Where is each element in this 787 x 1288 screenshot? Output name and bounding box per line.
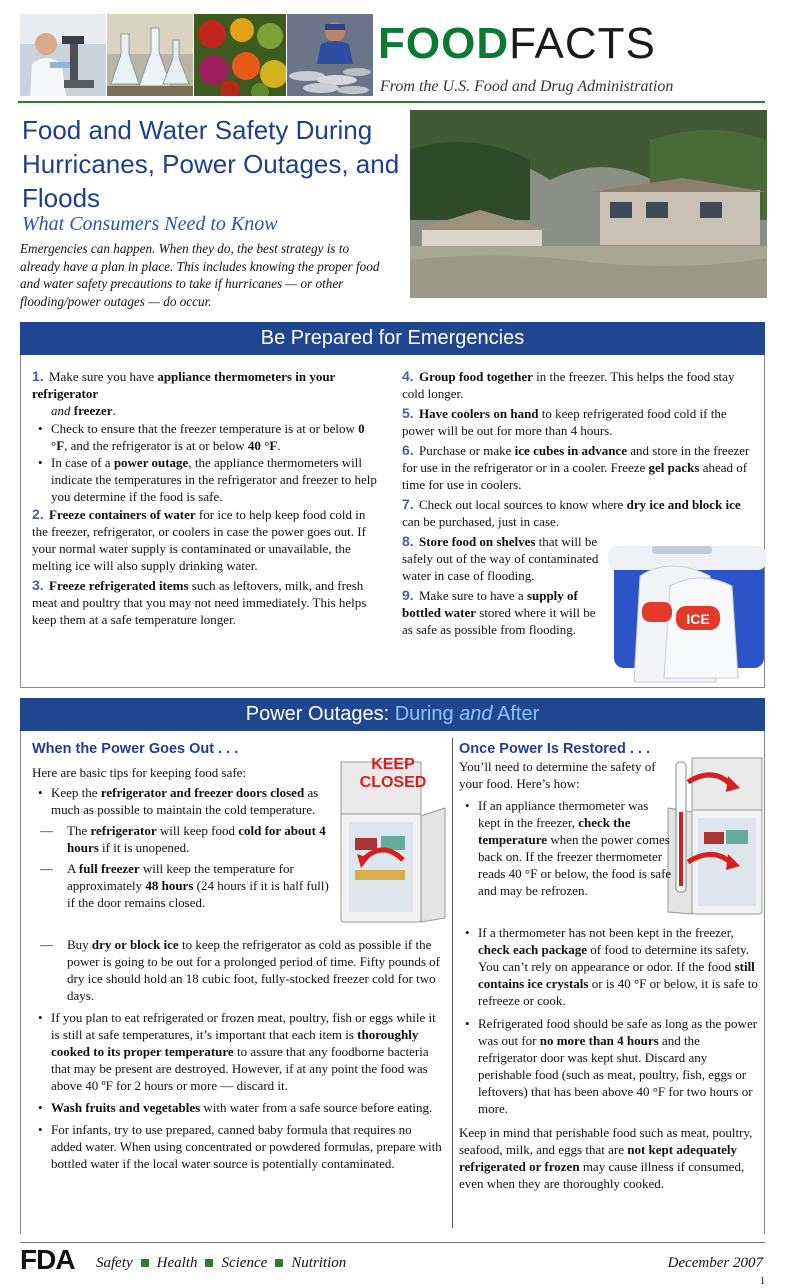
list-item: • If you plan to eat refrigerated or frozen meat, poultry, fish or eggs while it is still at safe temperatures, it’s important that each item is thoroughly cooked to its proper temperature to assure that any foodborne bacteria that may be present are destroyed. However, if at any point the food was above 40 ºF for 2 hours or more — discard it. [32,1009,444,1094]
ice-bag-label: ICE [686,611,710,627]
during-tips-a [32,784,337,911]
page-title: Food and Water Safety During Hurricanes, Power Outages, and Floods [22,115,400,213]
list-item: — Buy dry or block ice to keep the refrigerator as cold as possible if the power is going to be out for a prolonged period of time. Fifty pounds of dry ice should hold an 18 cubic foot, fully-stocked freezer cold for two days. [40,936,444,1004]
after-closing: Keep in mind that perishable food such as meat, poultry, seafood, milk, and eggs that are not kept adequately refrigerated or frozen may cause illness if consumed, even when they are thoroughly cooked. [459,1125,753,1191]
scientist-microscope-photo [20,14,106,96]
page-number: 1 [760,1276,765,1287]
column-divider [452,738,453,1228]
prep-item-6: 6. Purchase or make ice cubes in advance and store in the freezer for use in the refrigerator or in a cooler. Freeze gel packs ahead of time for use in coolers. [402,442,750,492]
after-tips-b [459,924,759,1192]
lab-flasks-photo [107,14,193,96]
during-lead: Here are basic tips for keeping food safe: [32,765,247,780]
after-lead: You’ll need to determine the safety of your food. Here’s how: [459,759,656,791]
cooler-ice-illustration [600,536,768,686]
list-item: • Refrigerated food should be safe as long as the power was out for no more than 4 hours and the refrigerator door was kept shut. Discard any perishable food (such as meat, poultry, fish, eggs or leftovers) that has been above 40 °F for two hours or more. [459,1015,759,1117]
page-subtitle: What Consumers Need to Know [22,213,278,235]
prepared-heading: Be Prepared for Emergencies [20,322,765,355]
outages-heading: Power Outages: During and After [20,698,765,731]
prep-item-8: 8. Store food on shelves that will be safely out of the way of contaminated water in case of flooding. [402,533,599,583]
list-item: • In case of a power outage, the appliance thermometers will indicate the temperatures in the refrigerator and freezer to help you determine if the food is safe. [32,454,384,505]
prep-item-5: 5. Have coolers on hand to keep refrigerated food cold if the power will be out for more than 4 hours. [402,405,727,438]
after-tips-a [459,797,673,899]
fda-logo: FDA [20,1244,75,1275]
prep-item-7: 7. Check out local sources to know where dry ice and block ice can be purchased, just in case. [402,496,741,529]
brand-subtitle: From the U.S. Food and Drug Administration [380,78,674,95]
prep-item-4: 4. Group food together in the freezer. This helps the food stay cold longer. [402,368,735,401]
prepared-left-column [32,368,384,628]
keep-closed-label: KEEP CLOSED [359,756,427,791]
prep-item-1-bullets [32,420,384,505]
list-item: • Keep the refrigerator and freezer doors closed as much as possible to maintain the cold temperature. [32,784,337,818]
list-item: • If an appliance thermometer was kept in the freezer, check the temperature when the power comes back on. If the freezer thermometer reads 40 °F or below, the food is safe and may be refrozen. [459,797,673,899]
vegetables-photo [194,14,286,96]
footer-date: December 2007 [667,1255,763,1271]
brand-title [378,19,656,68]
prep-item-9: 9. Make sure to have a supply of bottled water stored where it will be as safe as possible from flooding. [402,587,596,637]
list-item: • If a thermometer has not been kept in the freezer, check each package of food to determine its safety. You can’t rely on appearance or odor. If the food still contains ice crystals or is 40 °F or below, it is safe to refreeze or cook. [459,924,759,1009]
flooded-houses-photo [410,110,767,298]
brand-food: FOOD [378,19,510,68]
list-item: • Wash fruits and vegetables with water from a safe source before eating. [32,1099,444,1116]
list-item: • Check to ensure that the freezer temperature is at or below 0 °F, and the refrigerator is at or below 40 °F. [32,420,384,454]
footer-divider [20,1242,765,1243]
footer-tags: Safety Health Science Nutrition [96,1255,347,1271]
list-item: — The refrigerator will keep food cold for about 4 hours if it is unopened. [40,822,337,856]
brand-facts: FACTS [509,19,656,68]
after-heading: Once Power Is Restored . . . [459,741,650,757]
prep-item-1: 1. Make sure you have appliance thermometers in your refrigerator and freezer. [32,368,336,418]
prep-item-3: 3. Freeze refrigerated items such as leftovers, milk, and fresh meat and poultry that you may not need immediately. This helps keep them at a safe temperature longer. [32,577,367,627]
list-item: • For infants, try to use prepared, canned baby formula that requires no added water. When using concentrated or powdered formulas, prepare with bottled water if the local water source is potentially contaminated. [32,1121,444,1172]
during-tips-b [32,936,444,1172]
fish-market-photo [287,14,373,96]
list-item: — A full freezer will keep the temperature for approximately 48 hours (24 hours if it is half full) if the door remains closed. [40,860,337,911]
thermometer-fridge-illustration [662,752,766,920]
header-divider [18,101,765,103]
intro-paragraph: Emergencies can happen. When they do, the best strategy is to already have a plan in place. This includes knowing the proper food and water safety precautions to take if hurricanes — or other flooding/power outages — do occur. [20,241,380,309]
prep-item-2: 2. Freeze containers of water for ice to help keep food cold in the freezer, refrigerator, or coolers in case the power goes out. If your normal water supply is contaminated or unavailable, the melting ice will also supply drinking water. [32,506,366,573]
during-heading: When the Power Goes Out . . . [32,741,239,757]
